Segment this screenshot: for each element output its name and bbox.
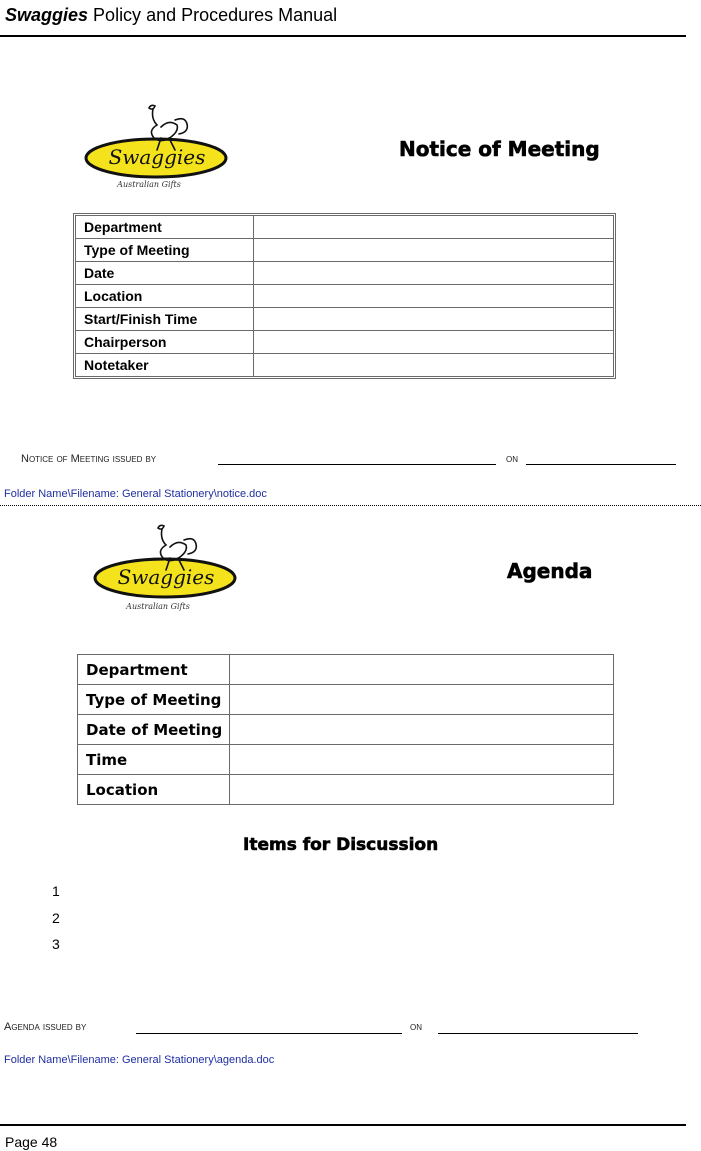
field-label: Department bbox=[76, 216, 254, 239]
field-value-cell[interactable] bbox=[254, 354, 614, 377]
form-row bbox=[78, 685, 614, 715]
field-label: Location bbox=[78, 775, 230, 805]
form-row bbox=[76, 308, 614, 331]
field-label: Date bbox=[76, 262, 254, 285]
field-value-cell[interactable] bbox=[230, 745, 614, 775]
swaggies-logo bbox=[83, 98, 233, 190]
items-heading: Items for Discussion bbox=[243, 835, 439, 855]
footer-divider bbox=[0, 1124, 686, 1126]
header-title: Policy and Procedures Manual bbox=[93, 5, 338, 25]
field-value-cell[interactable] bbox=[254, 262, 614, 285]
form-row bbox=[78, 655, 614, 685]
agenda-on-label: on bbox=[410, 1021, 422, 1033]
field-value-cell[interactable] bbox=[254, 216, 614, 239]
logo-wordmark: Swaggies bbox=[108, 145, 206, 169]
page-number: Page 48 bbox=[5, 1134, 58, 1150]
logo-wordmark: Swaggies bbox=[117, 565, 215, 589]
field-label: Department bbox=[78, 655, 230, 685]
header-divider bbox=[0, 35, 686, 37]
agenda-title: Agenda bbox=[507, 559, 593, 583]
notice-issued-by-line[interactable] bbox=[218, 464, 496, 465]
field-label: Type of Meeting bbox=[78, 685, 230, 715]
section-divider bbox=[0, 505, 701, 506]
field-value-cell[interactable] bbox=[254, 285, 614, 308]
field-label: Date of Meeting bbox=[78, 715, 230, 745]
form-row bbox=[76, 285, 614, 308]
notice-form-table bbox=[75, 215, 614, 377]
logo-tagline: Australian Gifts bbox=[117, 180, 181, 189]
logo-tagline: Australian Gifts bbox=[126, 602, 190, 611]
notice-date-line[interactable] bbox=[526, 464, 676, 465]
notice-folder-path: Folder Name\Filename: General Stationery\notice.doc bbox=[4, 488, 267, 500]
form-row bbox=[76, 216, 614, 239]
field-label: Time bbox=[78, 745, 230, 775]
field-value-cell[interactable] bbox=[230, 655, 614, 685]
agenda-issued-by-line[interactable] bbox=[136, 1033, 402, 1034]
field-value-cell[interactable] bbox=[254, 239, 614, 262]
form-row bbox=[76, 262, 614, 285]
discussion-items-list bbox=[52, 883, 60, 963]
field-label: Start/Finish Time bbox=[76, 308, 254, 331]
field-label: Notetaker bbox=[76, 354, 254, 377]
agenda-folder-path: Folder Name\Filename: General Stationery\agenda.doc bbox=[4, 1054, 275, 1066]
notice-title: Notice of Meeting bbox=[399, 137, 600, 161]
agenda-date-line[interactable] bbox=[438, 1033, 638, 1034]
form-row bbox=[78, 775, 614, 805]
form-row bbox=[76, 239, 614, 262]
notice-on-label: on bbox=[506, 453, 518, 465]
discussion-item: 1 bbox=[52, 883, 60, 899]
field-label: Location bbox=[76, 285, 254, 308]
page-header bbox=[5, 5, 337, 26]
form-row bbox=[76, 354, 614, 377]
field-value-cell[interactable] bbox=[254, 331, 614, 354]
agenda-issued-by-label: Agenda issued by bbox=[4, 1021, 87, 1033]
form-row bbox=[76, 331, 614, 354]
field-label: Chairperson bbox=[76, 331, 254, 354]
header-brand: Swaggies bbox=[5, 5, 89, 25]
notice-issued-by-label: Notice of Meeting issued by bbox=[21, 453, 157, 465]
discussion-item: 3 bbox=[52, 936, 60, 952]
form-row bbox=[78, 715, 614, 745]
field-value-cell[interactable] bbox=[230, 775, 614, 805]
swaggies-logo bbox=[92, 521, 242, 613]
discussion-item: 2 bbox=[52, 909, 60, 926]
agenda-form-table bbox=[77, 654, 614, 805]
form-row bbox=[78, 745, 614, 775]
field-value-cell[interactable] bbox=[230, 715, 614, 745]
field-value-cell[interactable] bbox=[254, 308, 614, 331]
field-label: Type of Meeting bbox=[76, 239, 254, 262]
field-value-cell[interactable] bbox=[230, 685, 614, 715]
